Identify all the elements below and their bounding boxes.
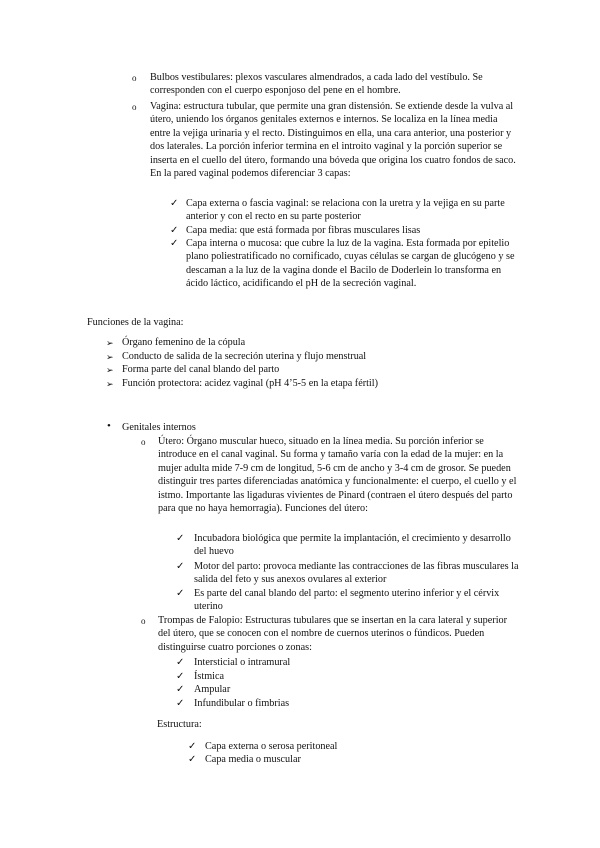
list-item-capa-interna: Capa interna o mucosa: que cubre la luz de la vagina. Esta formada por epitelio plano poliestratificado no cornificado, cuyas células se cargan de glucógeno y se descaman a la luz de la vagina donde el Bacilo de Doderlein lo transforma en ácido láctico, acidificando el pH de la secreción vaginal. <box>186 238 515 290</box>
arrow-bullet-icon: ➢ <box>106 365 114 375</box>
check-icon: ✓ <box>170 238 179 249</box>
list-item-porcion-2: Ístmica <box>194 671 224 682</box>
check-icon: ✓ <box>176 698 185 709</box>
circle-bullet-icon: o <box>141 616 146 626</box>
list-item-funcion-utero-2: Motor del parto: provoca mediante las contracciones de las fibras musculares la salida del feto y sus anexos ovulares al exterior <box>194 561 519 586</box>
check-icon: ✓ <box>188 754 197 765</box>
check-icon: ✓ <box>176 684 185 695</box>
arrow-bullet-icon: ➢ <box>106 379 114 389</box>
paragraph-trompas: Trompas de Falopio: Estructuras tubulares que se insertan en la cara lateral y superior del útero, que se conocen con el nombre de cuernos uterinos o fúndicos. Pueden distinguirse cuatro porciones o zonas: <box>158 615 508 653</box>
circle-bullet-icon: o <box>141 437 146 447</box>
check-icon: ✓ <box>176 561 185 572</box>
list-item-funcion-2: Conducto de salida de la secreción uterina y flujo menstrual <box>122 351 367 362</box>
list-item-funcion-1: Órgano femenino de la cópula <box>122 337 246 348</box>
list-item-porcion-4: Infundibular o fimbrias <box>194 698 290 709</box>
arrow-bullet-icon: ➢ <box>106 352 114 362</box>
check-icon: ✓ <box>176 671 185 682</box>
list-item-funcion-utero-3: Es parte del canal blando del parto: el segmento uterino inferior y el cérvix uterino <box>194 588 500 613</box>
paragraph-bulbos: Bulbos vestibulares: plexos vasculares almendrados, a cada lado del vestíbulo. Se corresponden con el cuerpo esponjoso del pene en el hombre. <box>150 72 483 97</box>
check-icon: ✓ <box>170 198 179 209</box>
section-heading-genitales-internos: Genitales internos <box>122 422 196 433</box>
list-item-funcion-4: Función protectora: acidez vaginal (pH 4’5-5 en la etapa fértil) <box>122 378 378 389</box>
list-item-capa-externa: Capa externa o fascia vaginal: se relaciona con la uretra y la vejiga en su parte anterior y con el recto en su parte posterior <box>186 198 505 223</box>
list-item-capa-media: Capa media: que está formada por fibras musculares lisas <box>186 225 421 236</box>
section-heading-estructura: Estructura: <box>157 719 202 730</box>
paragraph-vagina: Vagina: estructura tubular, que permite una gran distensión. Se extiende desde la vulva al útero, uniendo los órganos genitales externos e internos. Se localiza en la línea media entre la vejiga urinaria y el recto. Distinguimos en ella, una cara anterior, una posterior y dos laterales. La porción inferior termina en el introito vaginal y la porción superior se inserta en el cuello del útero, formando una bóveda que origina los cuatro fondos de saco. En la pared vaginal podemos diferenciar 3 capas: <box>150 101 516 180</box>
list-item-porcion-3: Ampular <box>194 684 231 695</box>
list-item-estructura-1: Capa externa o serosa peritoneal <box>205 741 338 752</box>
list-item-estructura-2: Capa media o muscular <box>205 754 301 765</box>
circle-bullet-icon: o <box>132 73 137 83</box>
section-heading-funciones-vagina: Funciones de la vagina: <box>87 317 184 328</box>
paragraph-utero: Útero: Órgano muscular hueco, situado en la línea media. Su porción inferior se introduce en el canal vaginal. Su forma y tamaño varía con la edad de la mujer: en la mujer adulta mide 7-9 cm de longitud, 5-6 cm de ancho y 3-4 cm de grosor. Se pueden distinguir tres partes diferenciadas anatómica y funcionalmente: el cuerpo, el cuello y el istmo. Importante las ligaduras vivientes de Pinard (contraen el útero después del parto para que no haya hemorragia). Funciones del útero: <box>158 436 517 515</box>
circle-bullet-icon: o <box>132 102 137 112</box>
list-item-porcion-1: Intersticial o intramural <box>194 657 291 668</box>
list-item-funcion-utero-1: Incubadora biológica que permite la implantación, el crecimiento y desarrollo del huevo <box>194 533 511 558</box>
check-icon: ✓ <box>176 533 185 544</box>
list-item-funcion-3: Forma parte del canal blando del parto <box>122 364 280 375</box>
dot-bullet-icon: • <box>107 420 111 432</box>
check-icon: ✓ <box>170 225 179 236</box>
check-icon: ✓ <box>188 741 197 752</box>
arrow-bullet-icon: ➢ <box>106 338 114 348</box>
check-icon: ✓ <box>176 657 185 668</box>
check-icon: ✓ <box>176 588 185 599</box>
